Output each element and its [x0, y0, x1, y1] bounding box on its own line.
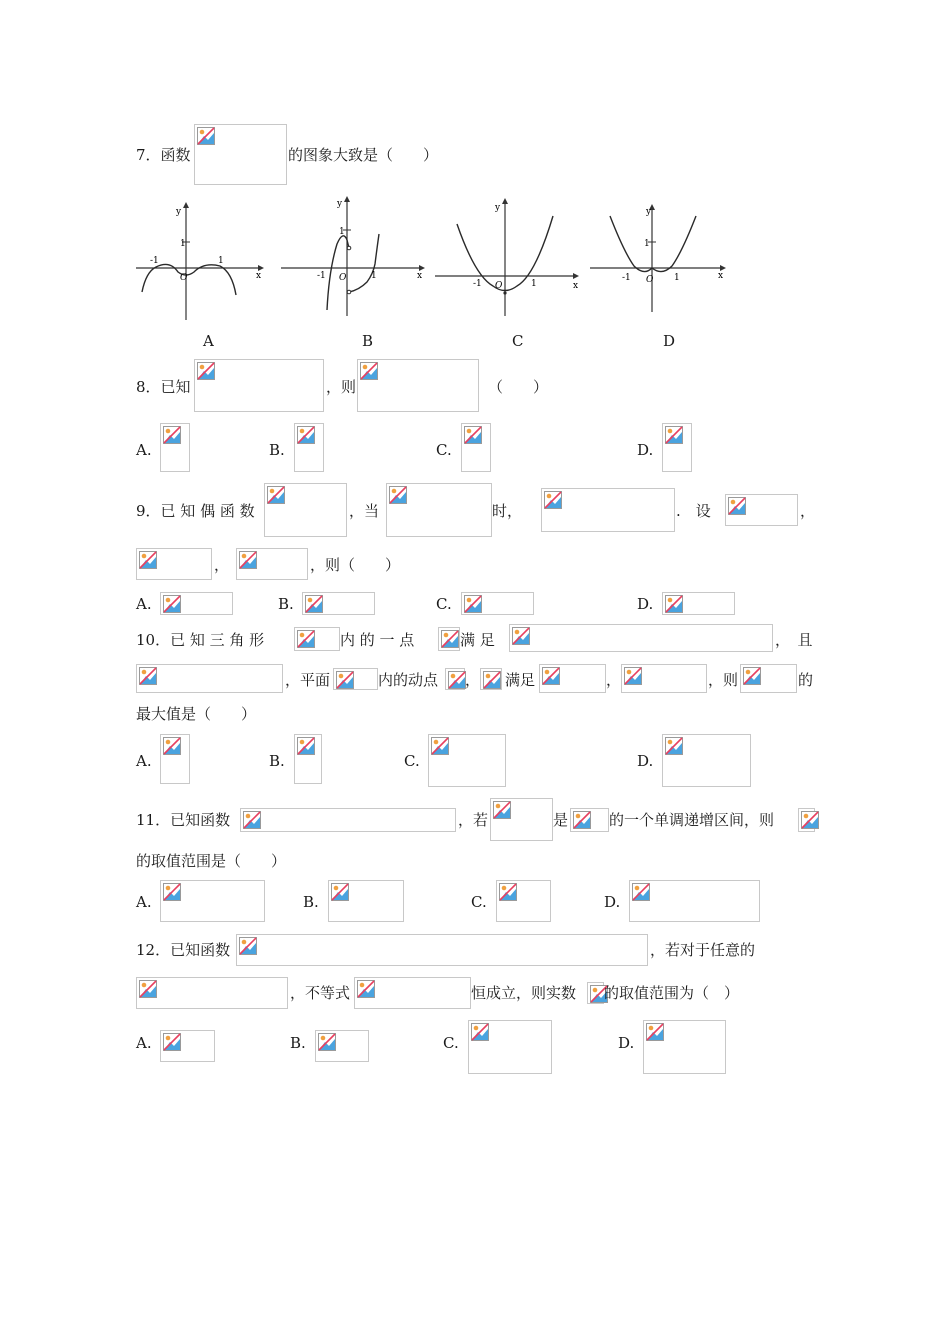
tick-label: -1	[317, 271, 326, 281]
x-label: x	[417, 271, 423, 281]
graph-caption: A	[203, 332, 214, 350]
broken-image-icon	[542, 667, 560, 685]
broken-image-icon	[499, 883, 517, 901]
graph-d	[590, 202, 730, 320]
broken-image-icon	[646, 1023, 664, 1041]
formula-image	[136, 548, 212, 580]
option-image	[461, 592, 534, 615]
q10-comma: ，	[606, 671, 622, 689]
broken-image-icon	[297, 630, 315, 648]
tick-label: 1	[531, 279, 537, 289]
formula-image	[539, 664, 606, 693]
tick-label: -1	[622, 273, 631, 283]
q10-then: ，则	[708, 671, 739, 689]
option-label: C.	[471, 893, 487, 911]
q7-stem-prefix: 7．函数	[136, 146, 191, 164]
q10-stem-prefix: 10．已 知 三 角 形	[136, 631, 265, 649]
formula-image	[438, 627, 460, 651]
q9-comma: ，	[800, 502, 816, 520]
curve	[142, 264, 236, 295]
formula-image	[570, 808, 609, 832]
broken-image-icon	[441, 630, 459, 648]
broken-image-icon	[665, 426, 683, 444]
broken-image-icon	[318, 1033, 336, 1051]
q11-stem-prefix: 11．已知函数	[136, 811, 231, 829]
y-label: y	[646, 207, 652, 217]
option-label: C.	[436, 595, 452, 613]
q12-ineq: ，不等式	[290, 984, 351, 1002]
option-image	[315, 1030, 369, 1062]
tick-label: 1	[371, 271, 377, 281]
broken-image-icon	[197, 127, 215, 145]
formula-image	[480, 668, 502, 690]
broken-image-icon	[163, 883, 181, 901]
formula-image	[386, 483, 492, 537]
option-label: D.	[637, 441, 654, 459]
option-image	[468, 1020, 552, 1074]
x-label: x	[256, 271, 262, 281]
q12-stem-prefix: 12．已知函数	[136, 941, 231, 959]
tick-label: -1	[473, 279, 482, 289]
q9-time: 时，	[492, 502, 523, 520]
option-image	[629, 880, 760, 922]
option-image	[160, 423, 190, 472]
formula-image	[354, 977, 471, 1009]
q10-inner-point: 内 的 一 点	[340, 631, 415, 649]
formula-image	[357, 359, 479, 412]
tick-label: 1	[644, 239, 650, 249]
q10-moving-points: 内的动点	[378, 671, 439, 689]
formula-image	[541, 488, 675, 532]
q11-range: 的取值范围是（ ）	[136, 852, 287, 870]
option-label: D.	[618, 1034, 635, 1052]
curve	[349, 234, 379, 292]
q9-when: ，当	[349, 502, 380, 520]
formula-image	[740, 664, 797, 693]
broken-image-icon	[267, 486, 285, 504]
broken-image-icon	[239, 937, 257, 955]
q10-plane: ，平面	[285, 671, 331, 689]
formula-image	[236, 548, 308, 580]
q9-then: ，则（ ）	[310, 556, 401, 574]
broken-image-icon	[163, 737, 181, 755]
formula-image	[725, 494, 798, 526]
origin-label: O	[339, 273, 347, 283]
origin-label: O	[495, 281, 503, 291]
option-image	[643, 1020, 726, 1074]
graph-a	[134, 200, 264, 325]
option-label: A.	[136, 441, 152, 459]
broken-image-icon	[665, 595, 683, 613]
tick-label: 1	[339, 227, 345, 237]
broken-image-icon	[464, 426, 482, 444]
broken-image-icon	[493, 801, 511, 819]
option-label: A.	[136, 893, 152, 911]
formula-image	[194, 359, 324, 412]
broken-image-icon	[573, 811, 591, 829]
formula-image	[136, 664, 283, 693]
graph-caption: B	[362, 332, 374, 350]
formula-image	[236, 934, 648, 966]
graph-caption: C	[512, 332, 524, 350]
option-image	[160, 880, 265, 922]
formula-image	[194, 124, 287, 185]
broken-image-icon	[544, 491, 562, 509]
graph-c	[435, 196, 583, 321]
formula-image	[294, 627, 340, 651]
broken-image-icon	[389, 486, 407, 504]
broken-image-icon	[483, 671, 501, 689]
option-label: D.	[637, 595, 654, 613]
tick-label: 1	[180, 239, 186, 249]
option-label: D.	[637, 752, 654, 770]
broken-image-icon	[448, 671, 466, 689]
tick-label: -1	[150, 256, 159, 266]
option-image	[160, 734, 190, 784]
option-image	[160, 1030, 215, 1062]
option-label: C.	[443, 1034, 459, 1052]
broken-image-icon	[728, 497, 746, 515]
option-label: B.	[290, 1034, 306, 1052]
broken-image-icon	[512, 627, 530, 645]
q10-max: 最大值是（ ）	[136, 705, 257, 723]
formula-image	[587, 982, 604, 1004]
origin-label: O	[646, 275, 654, 285]
option-label: D.	[604, 893, 621, 911]
broken-image-icon	[336, 671, 354, 689]
tick-label: 1	[218, 256, 224, 266]
broken-image-icon	[163, 595, 181, 613]
broken-image-icon	[163, 426, 181, 444]
broken-image-icon	[360, 362, 378, 380]
formula-image	[445, 668, 465, 690]
y-label: y	[337, 199, 343, 209]
broken-image-icon	[297, 737, 315, 755]
option-image	[294, 423, 324, 472]
broken-image-icon	[197, 362, 215, 380]
option-label: C.	[436, 441, 452, 459]
broken-image-icon	[743, 667, 761, 685]
option-image	[428, 734, 506, 787]
broken-image-icon	[624, 667, 642, 685]
option-image	[662, 423, 692, 472]
q11-if: ，若	[458, 811, 489, 829]
broken-image-icon	[239, 551, 257, 569]
option-label: B.	[269, 752, 285, 770]
broken-image-icon	[632, 883, 650, 901]
q9-period: . 设	[676, 502, 711, 520]
option-image	[160, 592, 233, 615]
option-label: A.	[136, 752, 152, 770]
formula-image	[798, 808, 815, 832]
option-image	[302, 592, 375, 615]
option-image	[496, 880, 551, 922]
curve	[610, 216, 696, 272]
option-label: B.	[278, 595, 294, 613]
q12-range: 的取值范围为（ ）	[604, 984, 740, 1002]
q10-satisfies: 满 足	[460, 631, 495, 649]
formula-image	[240, 808, 456, 832]
y-label: y	[495, 203, 501, 213]
broken-image-icon	[305, 595, 323, 613]
q8-paren: （ ）	[488, 378, 549, 396]
q10-and: ， 且	[775, 631, 813, 649]
x-label: x	[573, 281, 579, 291]
option-label: B.	[303, 893, 319, 911]
tick-label: 1	[674, 273, 680, 283]
q7-stem-suffix: 的图象大致是（ ）	[288, 146, 439, 164]
option-image	[328, 880, 404, 922]
graph-caption: D	[663, 332, 676, 350]
broken-image-icon	[139, 667, 157, 685]
broken-image-icon	[243, 811, 261, 829]
formula-image	[490, 798, 553, 841]
formula-image	[509, 624, 773, 652]
option-image	[662, 592, 735, 615]
q8-comma-then: ，则	[326, 378, 357, 396]
broken-image-icon	[665, 737, 683, 755]
broken-image-icon	[163, 1033, 181, 1051]
q12-holds: 恒成立，则实数	[471, 984, 577, 1002]
formula-image	[333, 668, 378, 690]
q10-of: 的	[798, 671, 814, 689]
q10-satisfy2: 满足	[505, 671, 536, 689]
broken-image-icon	[139, 980, 157, 998]
q10-comma: ，	[465, 671, 481, 689]
option-label: A.	[136, 1034, 152, 1052]
broken-image-icon	[431, 737, 449, 755]
option-label: B.	[269, 441, 285, 459]
q9-comma: ，	[214, 556, 230, 574]
option-image	[662, 734, 751, 787]
broken-image-icon	[801, 811, 819, 829]
option-label: C.	[404, 752, 420, 770]
q12-any: ，若对于任意的	[650, 941, 756, 959]
formula-image	[136, 977, 288, 1009]
broken-image-icon	[139, 551, 157, 569]
option-label: A.	[136, 595, 152, 613]
formula-image	[264, 483, 347, 537]
origin-label: O	[180, 273, 188, 283]
broken-image-icon	[297, 426, 315, 444]
broken-image-icon	[471, 1023, 489, 1041]
q9-stem-prefix: 9．已 知 偶 函 数	[136, 502, 255, 520]
q11-is: 是	[553, 811, 569, 829]
broken-image-icon	[331, 883, 349, 901]
broken-image-icon	[464, 595, 482, 613]
option-image	[294, 734, 322, 784]
q8-stem-prefix: 8．已知	[136, 378, 191, 396]
x-label: x	[718, 271, 724, 281]
formula-image	[621, 664, 707, 693]
graph-b	[281, 194, 426, 319]
y-label: y	[176, 207, 182, 217]
q11-interval: 的一个单调递增区间，则	[609, 811, 775, 829]
broken-image-icon	[357, 980, 375, 998]
option-image	[461, 423, 491, 472]
